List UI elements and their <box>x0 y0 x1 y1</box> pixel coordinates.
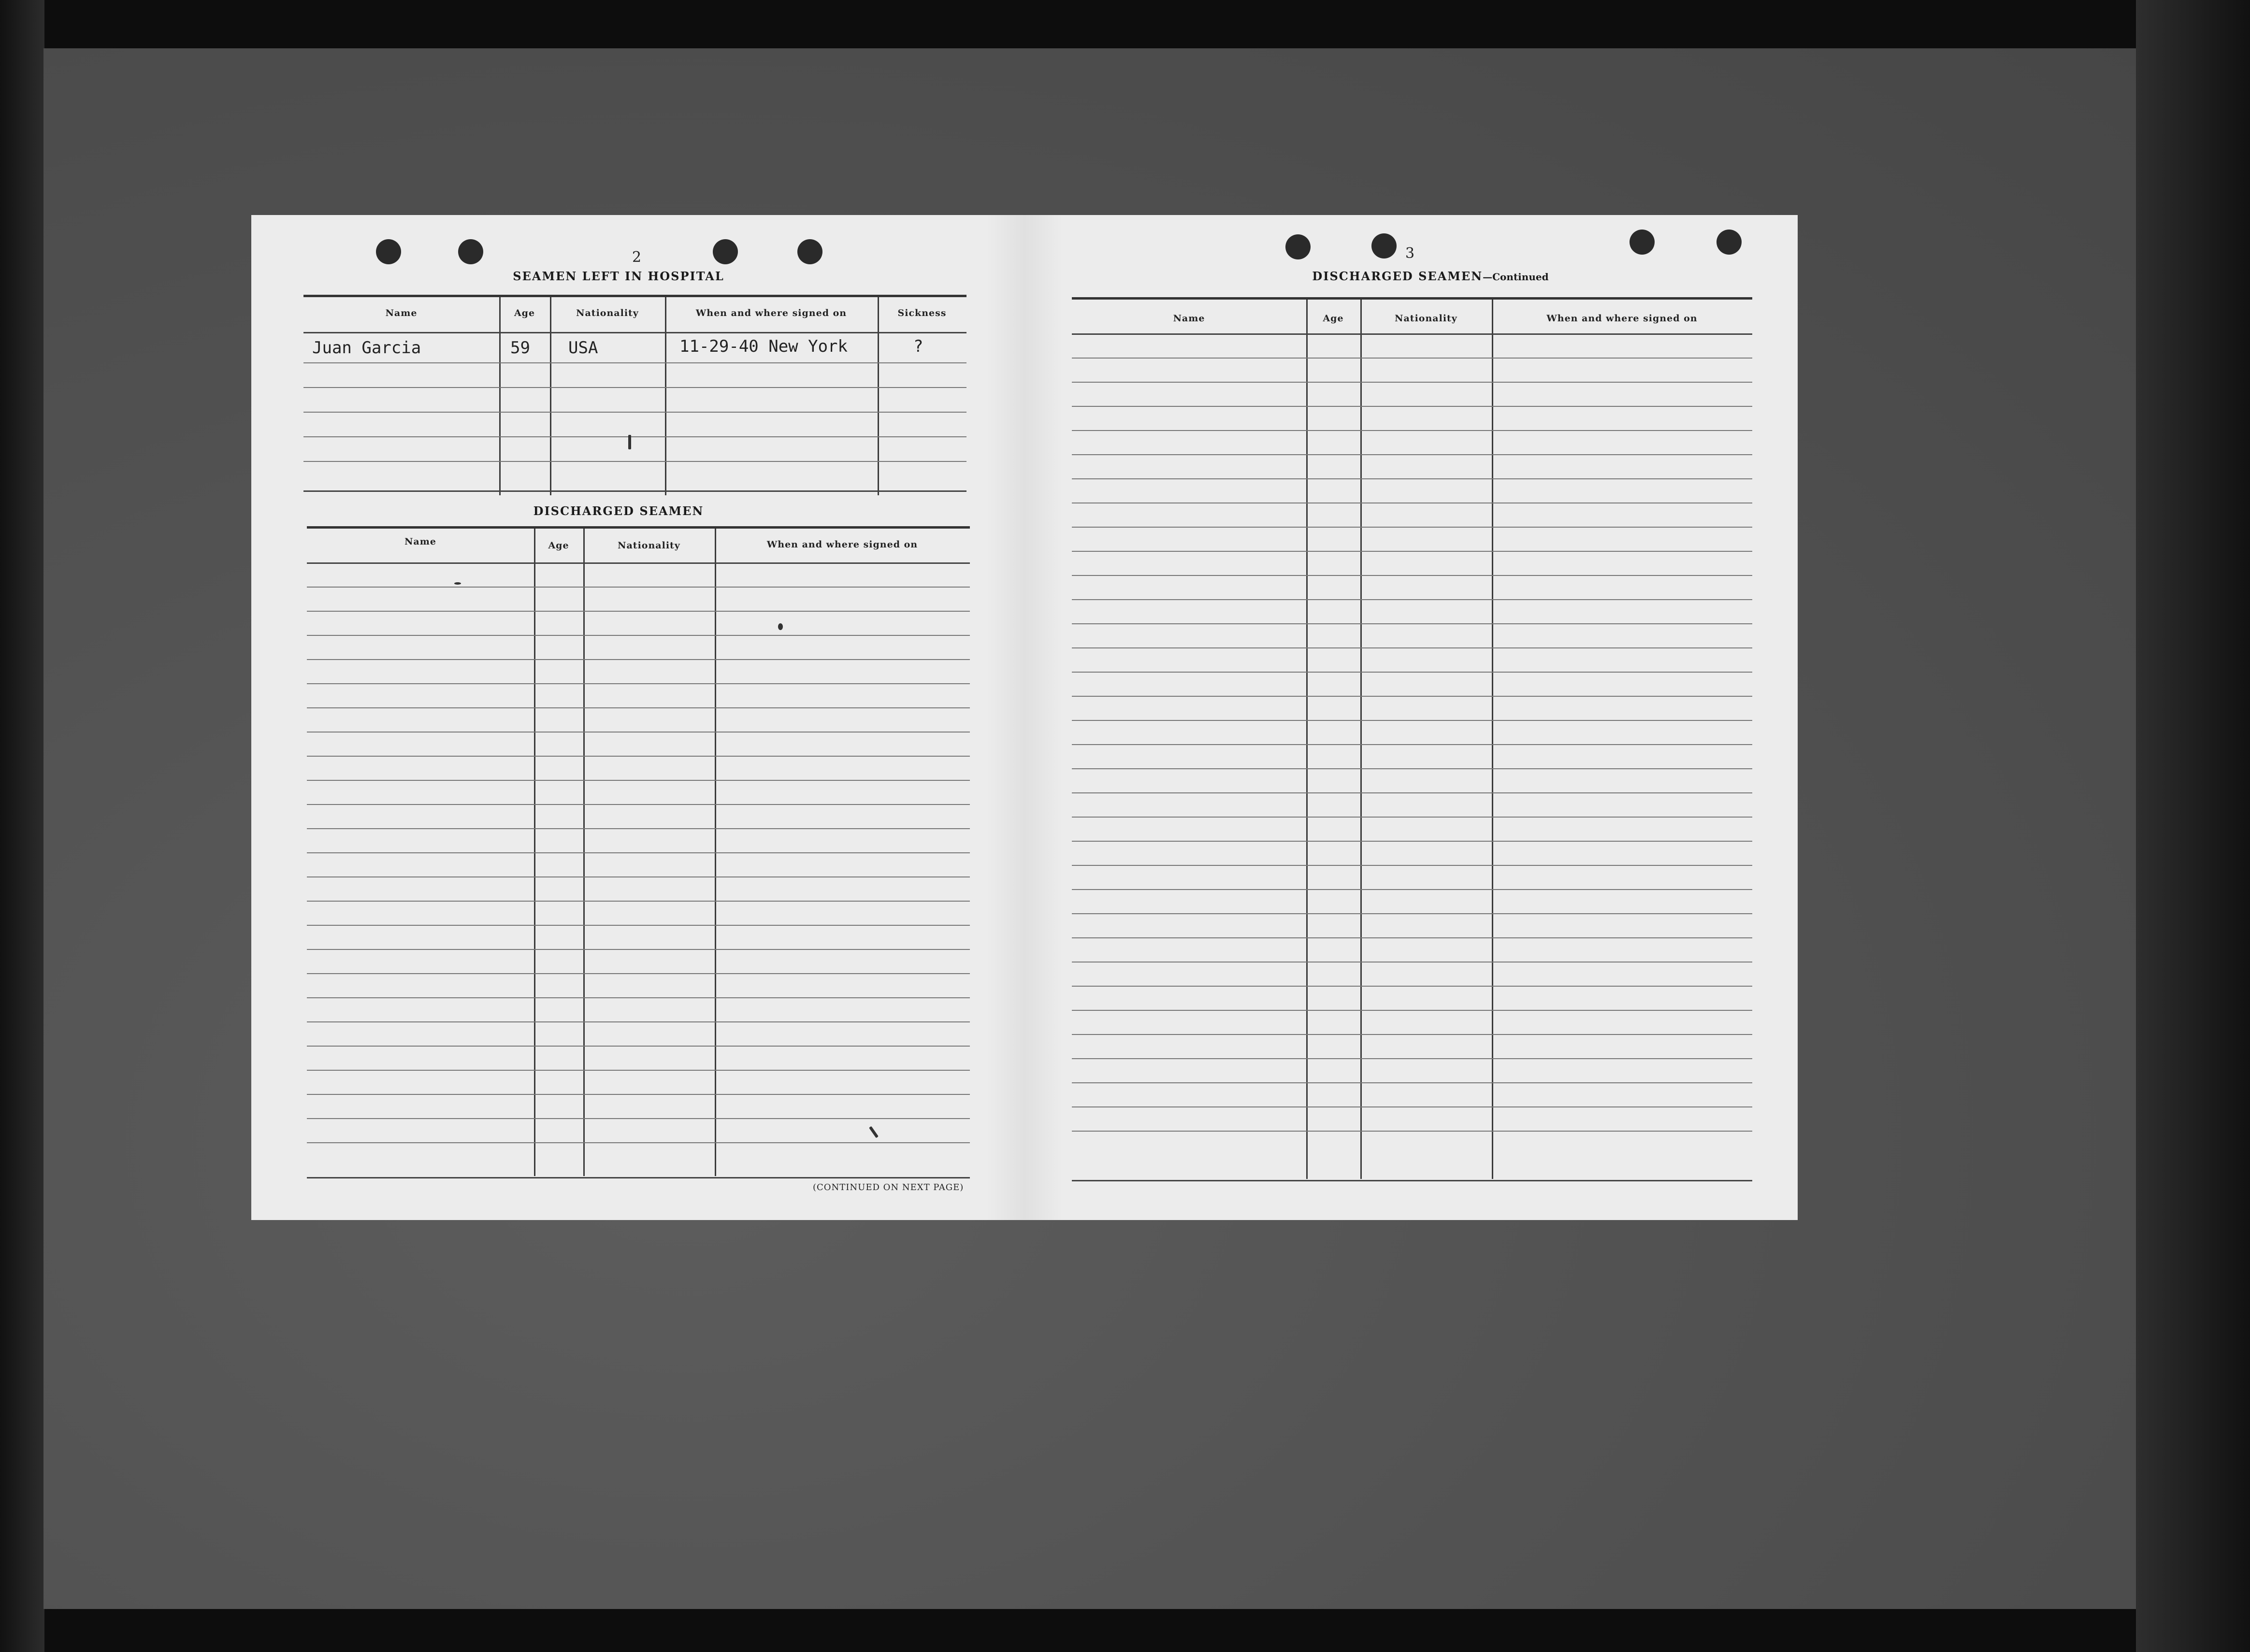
row-rule <box>303 436 966 437</box>
row-rule <box>1072 986 1752 987</box>
col-header-signed-on: When and where signed on <box>695 308 847 318</box>
cell-sickness: ? <box>913 337 923 356</box>
row-rule <box>307 611 970 612</box>
row-rule <box>307 949 970 950</box>
row-rule <box>307 901 970 902</box>
row-rule <box>307 804 970 805</box>
continued-footer: (CONTINUED ON NEXT PAGE) <box>813 1182 964 1192</box>
row-rule <box>1072 1058 1752 1059</box>
col-header-name: Name <box>1173 313 1205 324</box>
row-rule <box>307 1118 970 1119</box>
row-rule <box>307 683 970 684</box>
col-header-name: Name <box>385 308 418 318</box>
row-rule <box>303 387 966 388</box>
row-rule <box>1072 430 1752 431</box>
row-rule <box>1072 937 1752 938</box>
row-rule <box>307 707 970 708</box>
col-header-signed-on: When and where signed on <box>1546 313 1698 324</box>
row-rule <box>1072 1010 1752 1011</box>
row-rule <box>1072 865 1752 866</box>
column-divider <box>499 297 501 495</box>
cell-age: 59 <box>510 338 530 358</box>
discharged-section-title: DISCHARGED SEAMEN <box>533 504 704 518</box>
cell-signed-on: 11-29-40 New York <box>679 337 848 356</box>
row-rule <box>307 732 970 733</box>
col-header-sickness: Sickness <box>897 308 947 318</box>
page-number-right: 3 <box>1405 245 1415 262</box>
row-rule <box>1072 358 1752 359</box>
row-rule <box>307 876 970 877</box>
row-rule <box>1072 527 1752 528</box>
page-number-left: 2 <box>632 249 642 266</box>
row-rule <box>1072 599 1752 600</box>
row-rule <box>307 852 970 853</box>
header-rule <box>307 562 970 564</box>
discharged-continued-title <box>1256 269 1604 283</box>
row-rule <box>307 756 970 757</box>
row-rule <box>1072 551 1752 552</box>
row-rule <box>1072 406 1752 407</box>
row-rule <box>307 925 970 926</box>
row-rule <box>1072 454 1752 455</box>
row-rule <box>307 828 970 829</box>
row-rule <box>1072 1131 1752 1132</box>
punch-hole <box>1371 233 1397 259</box>
ink-speck <box>778 623 783 630</box>
cell-nationality: USA <box>568 338 598 358</box>
col-header-nationality: Nationality <box>618 540 680 551</box>
col-header-age: Age <box>1323 313 1344 324</box>
punch-hole <box>376 239 401 264</box>
col-header-nationality: Nationality <box>1395 313 1457 324</box>
ink-speck <box>628 435 631 449</box>
row-rule <box>1072 623 1752 624</box>
row-rule <box>1072 817 1752 818</box>
row-rule <box>1072 1082 1752 1083</box>
hospital-table <box>303 295 966 495</box>
document-page-spread <box>251 215 1798 1220</box>
row-rule <box>307 997 970 998</box>
row-rule <box>1072 1106 1752 1107</box>
row-rule <box>1072 744 1752 745</box>
row-rule <box>1072 889 1752 890</box>
column-divider <box>1492 300 1493 1179</box>
ink-speck <box>454 582 461 585</box>
column-divider <box>550 297 551 495</box>
row-rule <box>1072 647 1752 648</box>
punch-hole <box>458 239 483 264</box>
column-divider <box>665 297 666 495</box>
col-header-name: Name <box>404 536 436 547</box>
discharged-continued-title-suffix: —Continued <box>1483 271 1549 283</box>
row-rule <box>303 461 966 462</box>
discharged-table-right <box>1072 297 1752 1184</box>
scan-border-left <box>0 0 44 1652</box>
row-rule <box>307 659 970 660</box>
punch-hole <box>713 239 738 264</box>
column-divider <box>1306 300 1308 1179</box>
row-rule <box>307 1142 970 1143</box>
row-rule <box>1072 672 1752 673</box>
row-rule <box>1072 382 1752 383</box>
row-rule <box>1072 841 1752 842</box>
scan-border-right <box>2136 0 2250 1652</box>
punch-hole <box>1285 234 1311 259</box>
col-header-signed-on: When and where signed on <box>766 539 918 550</box>
col-header-nationality: Nationality <box>576 308 639 318</box>
discharged-continued-title-main: DISCHARGED SEAMEN <box>1312 269 1483 283</box>
row-rule <box>1072 768 1752 769</box>
table-bottom-rule <box>307 1177 970 1178</box>
row-rule <box>1072 1034 1752 1035</box>
discharged-table-left <box>307 526 970 1181</box>
hospital-section-title: SEAMEN LEFT IN HOSPITAL <box>513 269 724 283</box>
punch-hole <box>1716 230 1742 255</box>
header-rule <box>1072 333 1752 335</box>
row-rule <box>1072 478 1752 479</box>
row-rule <box>307 973 970 974</box>
table-bottom-rule <box>1072 1180 1752 1181</box>
row-rule <box>1072 792 1752 793</box>
row-rule <box>307 780 970 781</box>
column-divider <box>878 297 879 495</box>
row-rule <box>307 1046 970 1047</box>
row-rule <box>1072 575 1752 576</box>
row-rule <box>1072 913 1752 914</box>
cell-name: Juan Garcia <box>312 338 421 358</box>
row-rule <box>1072 720 1752 721</box>
row-rule <box>307 1094 970 1095</box>
table-bottom-rule <box>303 490 966 492</box>
header-rule <box>303 332 966 333</box>
row-rule <box>307 587 970 588</box>
punch-hole <box>1630 230 1655 255</box>
punch-hole <box>797 239 822 264</box>
row-rule <box>307 635 970 636</box>
row-rule <box>307 1070 970 1071</box>
row-rule <box>1072 696 1752 697</box>
row-rule <box>303 362 966 363</box>
col-header-age: Age <box>514 308 535 318</box>
row-rule <box>303 412 966 413</box>
col-header-age: Age <box>548 540 569 551</box>
column-divider <box>1360 300 1362 1179</box>
row-rule <box>307 1021 970 1022</box>
